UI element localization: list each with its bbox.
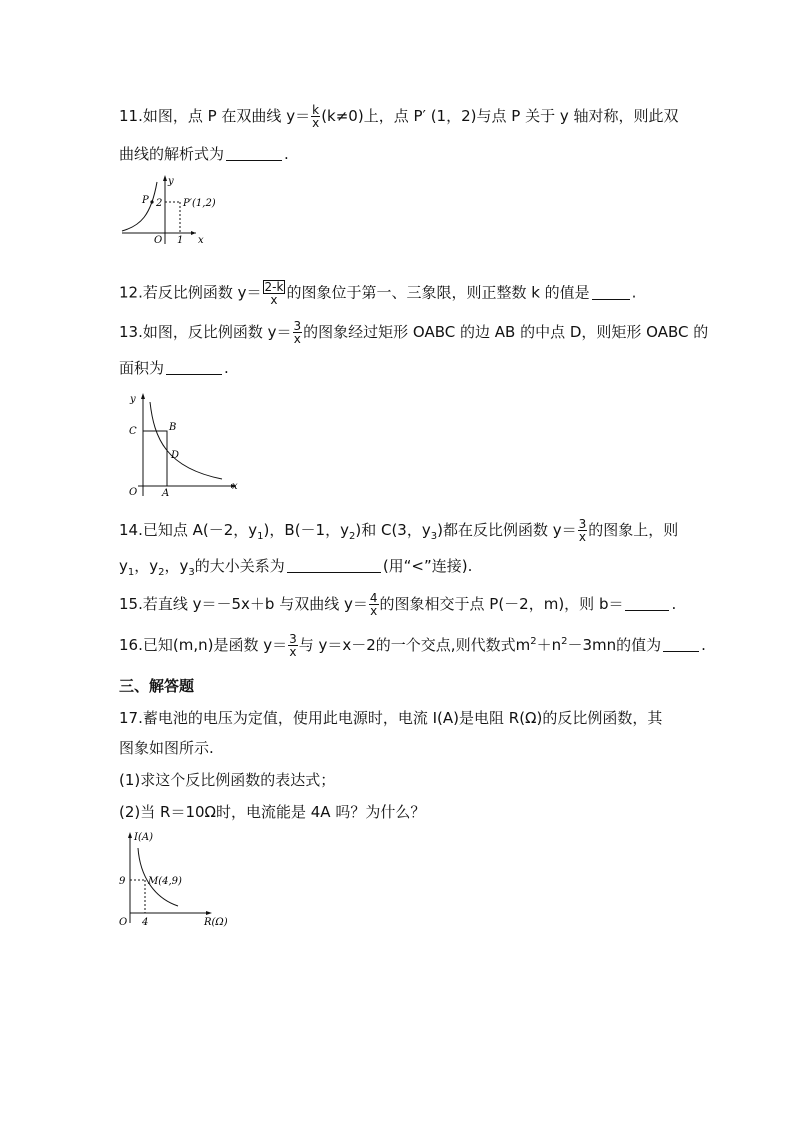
q13-label-x: x bbox=[232, 481, 238, 492]
q17-label-r: R(Ω) bbox=[204, 917, 228, 928]
q16-line1: 16.已知(m,n)是函数 y＝ $\frac{3}{x}$ 与 y＝x－2的一个交点,则代数式$m^2+n^2-3mn$的值为 . bbox=[119, 632, 706, 659]
q13-label-b: B bbox=[169, 422, 177, 433]
q17-x-arrow bbox=[206, 911, 212, 915]
q11-graph bbox=[118, 172, 230, 246]
q17-line1: 17.蓄电池的电压为定值，使用此电源时，电流 I(A)是电阻 R(Ω)的反比例函数，其 bbox=[119, 709, 663, 727]
q14-line2: $y_1$，$y_2$，$y_3$的大小关系为 (用“<”连接). bbox=[119, 557, 473, 578]
q11-label-origin: O bbox=[154, 235, 163, 246]
q13-y-arrow bbox=[141, 393, 145, 399]
q13-line2: 面积为 . bbox=[119, 359, 229, 377]
q17-label-i: I(A) bbox=[134, 832, 153, 843]
q13-label-y: y bbox=[130, 394, 136, 405]
q14-answer-blank[interactable] bbox=[287, 558, 381, 573]
q13-label-o: O bbox=[129, 487, 138, 498]
q11-label-p: P bbox=[142, 195, 149, 206]
q13-label-c: C bbox=[129, 426, 137, 437]
q17-label-4: 4 bbox=[142, 917, 149, 928]
q11-fraction: $\frac{k}{x}$ bbox=[312, 103, 320, 130]
q16-fraction: $\frac{3}{x}$ bbox=[289, 632, 297, 659]
q11-label-y: y bbox=[168, 176, 174, 187]
q17-label-o: O bbox=[119, 917, 128, 928]
q17-graph bbox=[116, 828, 240, 930]
q13-label-d: D bbox=[171, 450, 180, 461]
q17-line2: 图象如图所示. bbox=[119, 739, 214, 757]
q11-point-p bbox=[150, 200, 153, 203]
q13-hyperbola bbox=[150, 402, 222, 479]
q17-part1: (1)求这个反比例函数的表达式； bbox=[119, 771, 336, 789]
q12-fraction: $\frac{2-k}{x}$ bbox=[264, 280, 284, 307]
q11-label-x: x bbox=[198, 235, 204, 246]
q13-label-a: A bbox=[162, 488, 170, 499]
q11-line2: 曲线的解析式为 . bbox=[119, 145, 289, 163]
q11-y-arrow bbox=[163, 175, 167, 181]
q12-answer-blank[interactable] bbox=[592, 285, 630, 300]
q11-text-pre: 11.如图，点 P 在双曲线 y＝ bbox=[119, 107, 311, 125]
q17-label-9: 9 bbox=[119, 876, 126, 887]
q11-label-1: 1 bbox=[177, 235, 184, 246]
q14-fraction: $\frac{3}{x}$ bbox=[578, 517, 587, 544]
q11-answer-blank[interactable] bbox=[226, 146, 282, 161]
q11-text-post: (k≠0)上，点 P′ (1，2)与点 P 关于 y 轴对称，则此双 bbox=[321, 107, 679, 125]
q11-label-2: 2 bbox=[156, 198, 163, 209]
q15-answer-blank[interactable] bbox=[625, 596, 669, 611]
q17-label-m: M(4,9) bbox=[148, 876, 182, 887]
q11-label-pprime: P′(1,2) bbox=[183, 198, 216, 209]
q14-line1: 14.已知点 A(－2，$y_1$)，B(－1，$y_2$)和 C(3，$y_3$)都在反比例函数 y＝ $\frac{3}{x}$ 的图象上，则 bbox=[119, 517, 679, 544]
q11-hyperbola-branch bbox=[122, 182, 157, 231]
q13-graph bbox=[124, 388, 244, 500]
q17-part2: (2)当 R＝10Ω时，电流能是 4A 吗？为什么？ bbox=[119, 803, 426, 821]
q13-rectangle-oabc bbox=[143, 431, 167, 486]
q16-answer-blank[interactable] bbox=[663, 637, 699, 652]
q11-line1 bbox=[119, 104, 678, 129]
q11-x-arrow bbox=[191, 231, 196, 235]
q13-answer-blank[interactable] bbox=[166, 360, 222, 375]
section-heading-solutions: 三、解答题 bbox=[119, 677, 195, 695]
q13-line1: 13.如图，反比例函数 y＝ $\frac{3}{x}$ 的图象经过矩形 OABC 的边 AB 的中点 D，则矩形 OABC 的 bbox=[119, 319, 709, 346]
q17-y-arrow bbox=[128, 832, 132, 838]
q12-line1: 12.若反比例函数 y＝ $\frac{2-k}{x}$ 的图象位于第一、三象限，则正整数 k 的值是 . bbox=[119, 280, 637, 307]
q15-fraction: $\frac{4}{x}$ bbox=[369, 591, 378, 618]
q15-line1: 15.若直线 y＝－5x＋b 与双曲线 y＝ $\frac{4}{x}$ 的图象相交于点 P(－2，m)，则 b＝ . bbox=[119, 591, 677, 618]
q13-fraction: $\frac{3}{x}$ bbox=[293, 319, 302, 346]
